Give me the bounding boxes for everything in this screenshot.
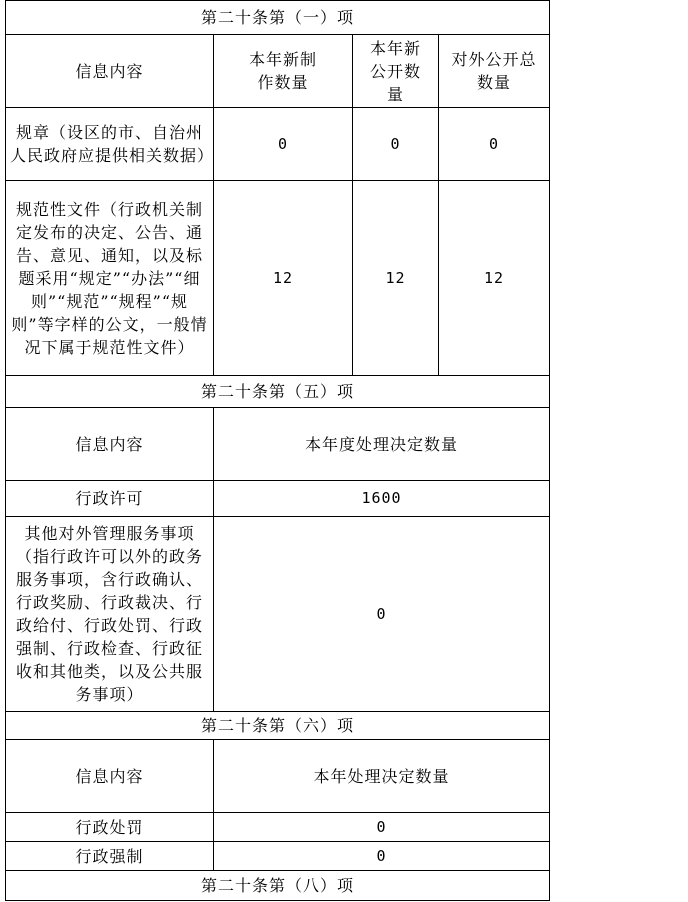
row-value-normative-new-made: 12 — [214, 181, 353, 376]
section-title-20-6: 第二十条第（六）项 — [6, 712, 550, 740]
row-value-normative-total: 12 — [439, 181, 550, 376]
row-label-normative-docs: 规范性文件（行政机关制定发布的决定、公告、通告、意见、通知，以及标题采用“规定”“办法”“细则”“规范”“规程”“规则”等字样的公文，一般情况下属于规范性文件） — [6, 181, 214, 376]
header-info-content: 信息内容 — [6, 408, 214, 481]
header-annual-decisions: 本年处理决定数量 — [214, 740, 550, 813]
disclosure-table — [5, 0, 550, 901]
section-title-20-5: 第二十条第（五）项 — [6, 376, 550, 408]
row-value-other-services: 0 — [214, 517, 550, 712]
row-value-regulations-new-made: 0 — [214, 108, 353, 181]
row-value-admin-license: 1600 — [214, 481, 550, 517]
row-label-other-services: 其他对外管理服务事项（指行政许可以外的政务服务事项，含行政确认、行政奖励、行政裁决、行政给付、行政处罚、行政强制、行政检查、行政征收和其他类，以及公共服务事项） — [6, 517, 214, 712]
row-label-regulations: 规章（设区的市、自治州人民政府应提供相关数据） — [6, 108, 214, 181]
header-annual-decisions: 本年度处理决定数量 — [214, 408, 550, 481]
row-value-regulations-total: 0 — [439, 108, 550, 181]
header-total-public-count: 对外公开总数量 — [439, 35, 550, 108]
row-value-admin-enforcement: 0 — [214, 842, 550, 871]
section-title-20-1: 第二十条第（一）项 — [6, 1, 550, 35]
row-value-regulations-new-public: 0 — [353, 108, 439, 181]
header-info-content: 信息内容 — [6, 35, 214, 108]
row-label-admin-license: 行政许可 — [6, 481, 214, 517]
row-value-admin-penalty: 0 — [214, 813, 550, 842]
row-label-admin-penalty: 行政处罚 — [6, 813, 214, 842]
section-title-20-8: 第二十条第（八）项 — [6, 871, 550, 901]
header-info-content: 信息内容 — [6, 740, 214, 813]
row-value-normative-new-public: 12 — [353, 181, 439, 376]
header-new-public-count: 本年新公开数量 — [353, 35, 439, 108]
header-new-made-count: 本年新制作数量 — [214, 35, 353, 108]
row-label-admin-enforcement: 行政强制 — [6, 842, 214, 871]
